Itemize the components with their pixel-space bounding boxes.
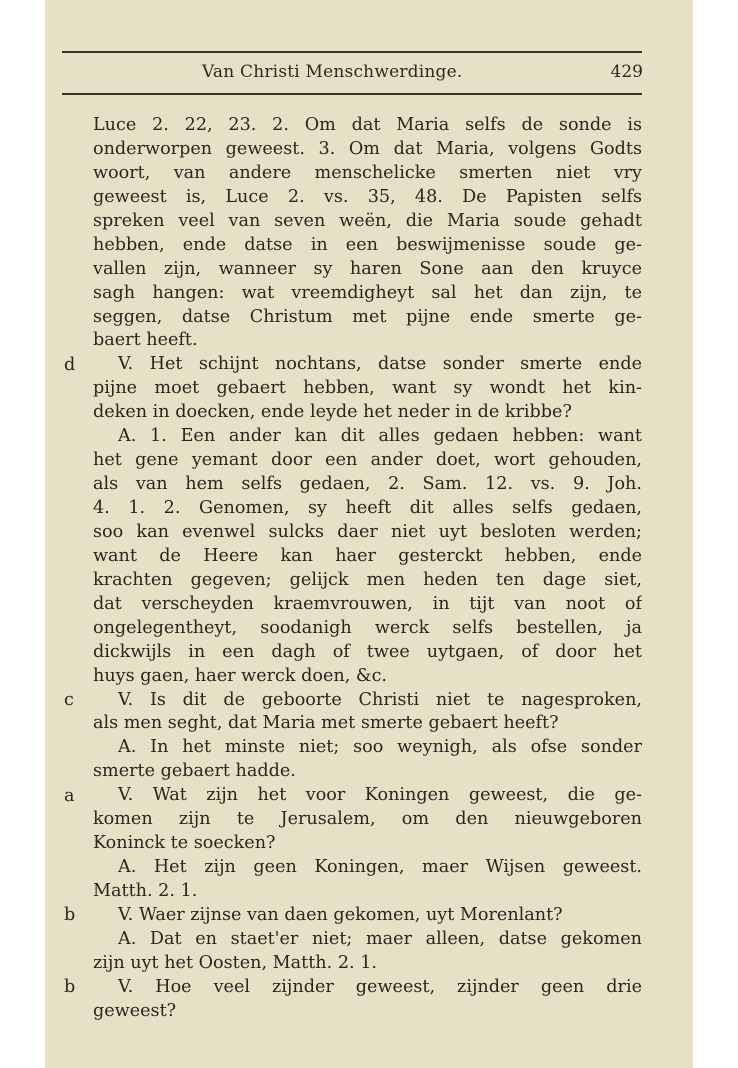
text-line: V. Waer zijnse van daen gekomen, uyt Morenlant? — [118, 904, 563, 925]
text-line: geweest? — [93, 1000, 177, 1021]
text-line: seggen, datse Christum met pijne ende smerte ge- — [93, 306, 642, 327]
text-line: ongelegentheyt, soodanigh werck selfs bestellen, ja — [93, 617, 642, 638]
text-line: Koninck te soecken? — [93, 833, 276, 854]
text-line: krachten gegeven; gelijck men heden ten dage siet, — [93, 569, 642, 590]
text-line: V. Wat zijn het voor Koningen geweest, die ge- — [118, 785, 642, 806]
text-line: deken in doecken, ende leyde het neder in de kribbe? — [93, 402, 572, 423]
text-line: sagh hangen: wat vreemdigheyt sal het dan zijn, te — [93, 282, 642, 303]
text-line: baert heeft. — [93, 330, 198, 351]
text-line: A. Het zijn geen Koningen, maer Wijsen geweest. — [118, 857, 642, 878]
text-line: spreken veel van seven weën, die Maria soude gehadt — [93, 210, 642, 231]
page-number: 429 — [610, 62, 643, 82]
text-line: pijne moet gebaert hebben, want sy wondt het kin- — [93, 378, 642, 399]
text-line: V. Is dit de geboorte Christi niet te nagesproken, — [118, 689, 642, 710]
text-line: Luce 2. 22, 23. 2. Om dat Maria selfs de sonde is — [93, 115, 642, 135]
text-line: het gene yemant door een ander doet, wort gehouden, — [93, 450, 642, 471]
text-line: woort, van andere menschelicke smerten niet vry — [93, 162, 642, 183]
margin-letter-c: c — [64, 689, 74, 710]
text-line: vallen zijn, wanneer sy haren Sone aan den kruyce — [93, 258, 642, 279]
text-line: A. Dat en staet'er niet; maer alleen, datse gekomen — [118, 928, 642, 949]
text-line: soo kan evenwel sulcks daer niet uyt besloten werden; — [93, 521, 642, 542]
text-line: dickwijls in een dagh of twee uytgaen, of door het — [93, 641, 642, 662]
margin-letter-b: b — [64, 905, 76, 926]
text-line: A. In het minste niet; soo weynigh, als ofse sonder — [118, 737, 642, 758]
text-line: A. 1. Een ander kan dit alles gedaen hebben: want — [118, 426, 642, 447]
text-line: want de Heere kan haer gesterckt hebben, ende — [93, 545, 642, 566]
text-line: huys gaen, haer werck doen, &c. — [93, 665, 388, 686]
text-line: V. Het schijnt nochtans, datse sonder smerte ende — [118, 354, 642, 375]
text-line: Matth. 2. 1. — [93, 881, 198, 901]
text-line: komen zijn te Jerusalem, om den nieuwgeboren — [93, 809, 642, 830]
text-line: hebben, ende datse in een beswijmenisse soude ge- — [93, 234, 642, 255]
text-line: als van hem selfs gedaen, 2. Sam. 12. vs. 9. Joh. — [93, 474, 642, 495]
header-rule-top — [62, 51, 642, 53]
text-line: zijn uyt het Oosten, Matth. 2. 1. — [93, 952, 377, 973]
margin-letter-a: a — [64, 785, 75, 806]
text-line: geweest is, Luce 2. vs. 35, 48. De Papisten selfs — [93, 186, 642, 207]
text-line: als men seght, dat Maria met smerte gebaert heeft? — [93, 713, 559, 734]
text-line: smerte gebaert hadde. — [93, 761, 296, 782]
text-line: V. Hoe veel zijnder geweest, zijnder geen drie — [118, 976, 642, 997]
margin-letter-b: b — [64, 977, 76, 998]
running-header-title: Van Christi Menschwerdinge. — [202, 62, 463, 82]
body-text — [93, 114, 642, 1024]
text-line: onderworpen geweest. 3. Om dat Maria, volgens Godts — [93, 138, 642, 159]
header-rule-bottom — [62, 93, 642, 95]
text-line: dat verscheyden kraemvrouwen, in tijt van noot of — [93, 593, 642, 614]
margin-letter-d: d — [64, 354, 76, 375]
text-line: 4. 1. 2. Genomen, sy heeft dit alles selfs gedaen, — [93, 498, 642, 518]
